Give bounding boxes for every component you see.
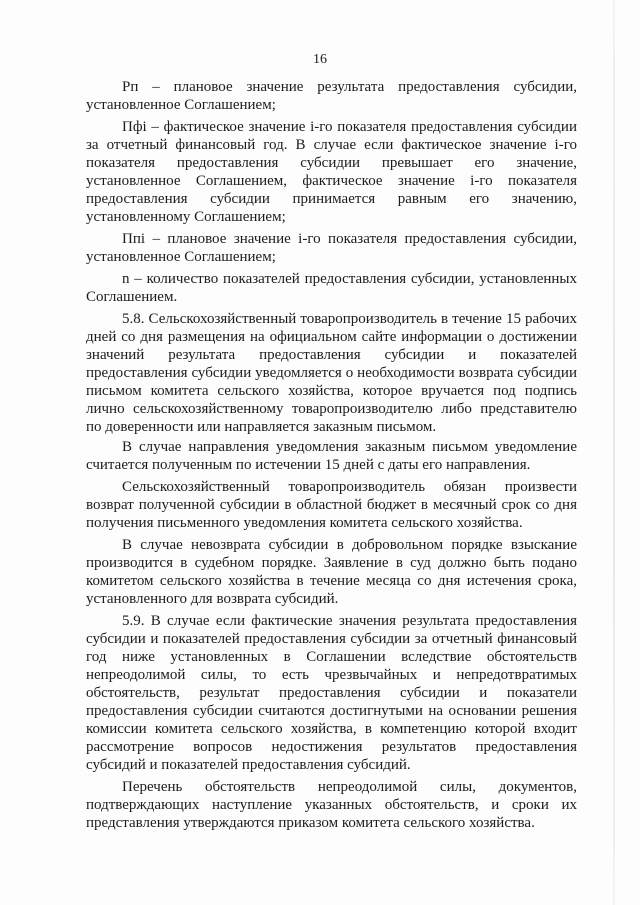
- paragraph-clause-5-9: 5.9. В случае если фактические значения результата предоставления субсидии и показателей предоставления субсидии за отчетный финансовый год ниже установленных в Соглашении вследствие обстоятельств непреодолимой силы, то есть чрезвычайных и непредотвратимых обстоятельств, результат предоставления субсидии и показатели предоставления субсидии считаются достигнутыми на основании решения комиссии комитета сельского хозяйства, в компетенцию которой входит рассмотрение вопросов недостижения результатов предоставления субсидий и показателей предоставления субсидий.: [86, 613, 577, 773]
- paragraph-return-obligation: Сельскохозяйственный товаропроизводитель обязан произвести возврат полученной субсидии в областной бюджет в месячный срок со дня получения письменного уведомления комитета сельского хозяйства.: [86, 479, 577, 531]
- paragraph-pp-definition: Ппi – плановое значение i-го показателя предоставления субсидии, установленное Соглашением;: [86, 231, 577, 265]
- paragraph-court-recovery: В случае невозврата субсидии в добровольном порядке взыскание производится в судебном порядке. Заявление в суд должно быть подано комитетом сельского хозяйства в течение месяца со дня истечения срока, установленного для возврата субсидий.: [86, 537, 577, 607]
- scan-edge-shadow: [613, 0, 615, 905]
- paragraph-force-majeure-list: Перечень обстоятельств непреодолимой силы, документов, подтверждающих наступление указанных обстоятельств, и сроки их представления утверждаются приказом комитета сельского хозяйства.: [86, 779, 577, 831]
- paragraph-clause-5-8: 5.8. Сельскохозяйственный товаропроизводитель в течение 15 рабочих дней со дня размещения на официальном сайте информации о достижении значений результата предоставления субсидии и показателей предоставления субсидии уведомляется о необходимости возврата субсидии письмом комитета сельского хозяйства, которое вручается под подпись лично сельскохозяйственному товаропроизводителю либо представителю по доверенности или направляется заказным письмом.: [86, 311, 577, 435]
- paragraph-n-definition: n – количество показателей предоставления субсидии, установленных Соглашением.: [86, 271, 577, 305]
- paragraph-registered-letter: В случае направления уведомления заказным письмом уведомление считается полученным по истечении 15 дней с даты его направления.: [86, 439, 577, 473]
- page-number: 16: [313, 52, 327, 67]
- document-body: [86, 78, 577, 836]
- paragraph-rp-definition: Рп – плановое значение результата предоставления субсидии, установленное Соглашением;: [86, 79, 577, 113]
- paragraph-pf-definition: Пфi – фактическое значение i-го показателя предоставления субсидии за отчетный финансовый год. В случае если фактическое значение i-го показателя предоставления субсидии превышает его значение, установленное Соглашением, фактическое значение i-го показателя предоставления субсидии принимается равным его значению, установленному Соглашением;: [86, 119, 577, 225]
